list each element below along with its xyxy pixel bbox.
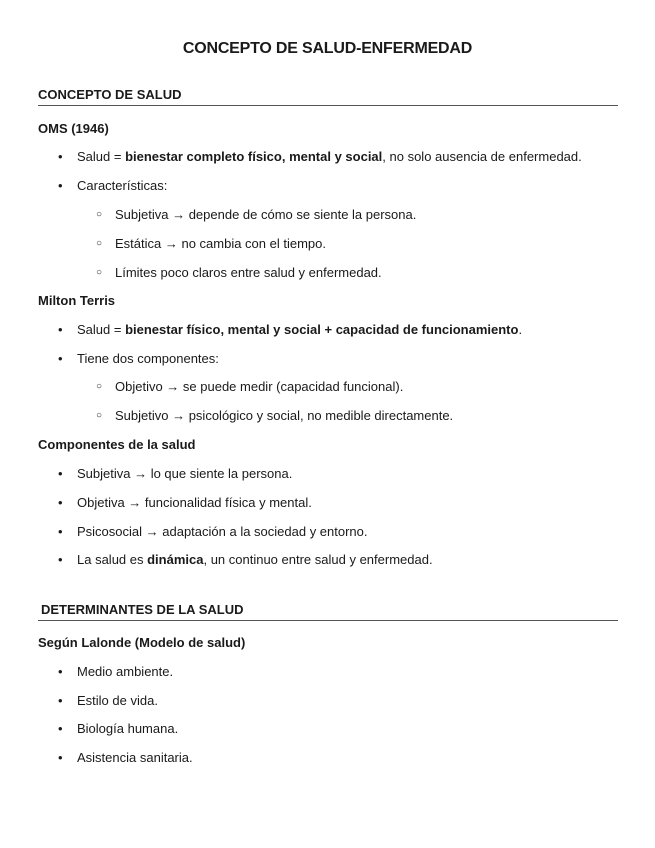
hollow-circle-bullet-icon: ○: [96, 238, 103, 249]
section-heading-determinantes: DETERMINANTES DE LA SALUD: [38, 602, 618, 621]
disc-bullet-icon: •: [58, 466, 63, 481]
sublist-item: Estática → no cambia con el tiempo.: [115, 236, 326, 251]
text-suffix: , un continuo entre salud y enfermedad.: [203, 552, 433, 567]
text-prefix: La salud es: [77, 552, 148, 567]
list-item: Asistencia sanitaria.: [77, 750, 193, 765]
disc-bullet-icon: •: [58, 495, 63, 510]
sublist-item: Límites poco claros entre salud y enfermedad.: [115, 265, 382, 280]
list-item-caracteristicas: Características:: [77, 178, 168, 193]
disc-bullet-icon: •: [58, 178, 63, 193]
text-prefix: Salud =: [77, 322, 126, 337]
disc-bullet-icon: •: [58, 750, 63, 765]
disc-bullet-icon: •: [58, 149, 63, 164]
text-suffix: , no solo ausencia de enfermedad.: [382, 149, 582, 164]
sublist-item: Subjetivo → psicológico y social, no medible directamente.: [115, 408, 454, 423]
disc-bullet-icon: •: [58, 664, 63, 679]
text-suffix: .: [518, 322, 523, 337]
list-item-oms-salud: [77, 149, 582, 164]
hollow-circle-bullet-icon: ○: [96, 267, 103, 278]
list-item-componentes: Tiene dos componentes:: [77, 351, 219, 366]
list-item: Subjetiva → lo que siente la persona.: [77, 466, 293, 481]
text-bold: bienestar físico, mental y social + capacidad de funcionamiento: [125, 322, 519, 337]
text-bold: bienestar completo físico, mental y social: [125, 149, 383, 164]
disc-bullet-icon: •: [58, 721, 63, 736]
subheading-terris: Milton Terris: [38, 293, 116, 308]
text-bold: dinámica: [147, 552, 204, 567]
text-prefix: Salud =: [77, 149, 126, 164]
section-heading-concepto: CONCEPTO DE SALUD: [38, 87, 618, 106]
list-item: Estilo de vida.: [77, 693, 158, 708]
list-item: Medio ambiente.: [77, 664, 174, 679]
hollow-circle-bullet-icon: ○: [96, 381, 103, 392]
list-item: Biología humana.: [77, 721, 179, 736]
list-item-dinamica: [77, 552, 433, 567]
disc-bullet-icon: •: [58, 351, 63, 366]
list-item: Objetiva → funcionalidad física y mental.: [77, 495, 312, 510]
sublist-item: Subjetiva → depende de cómo se siente la persona.: [115, 207, 417, 222]
hollow-circle-bullet-icon: ○: [96, 410, 103, 421]
document-title: CONCEPTO DE SALUD-ENFERMEDAD: [182, 40, 473, 57]
sublist-item: Objetivo → se puede medir (capacidad funcional).: [115, 379, 404, 394]
disc-bullet-icon: •: [58, 322, 63, 337]
disc-bullet-icon: •: [58, 552, 63, 567]
disc-bullet-icon: •: [58, 524, 63, 539]
subheading-lalonde: Según Lalonde (Modelo de salud): [38, 635, 246, 650]
subheading-componentes: Componentes de la salud: [38, 437, 196, 452]
subheading-oms: OMS (1946): [38, 121, 109, 136]
list-item: Psicosocial → adaptación a la sociedad y entorno.: [77, 524, 368, 539]
hollow-circle-bullet-icon: ○: [96, 209, 103, 220]
disc-bullet-icon: •: [58, 693, 63, 708]
list-item-terris-salud: [77, 322, 522, 337]
